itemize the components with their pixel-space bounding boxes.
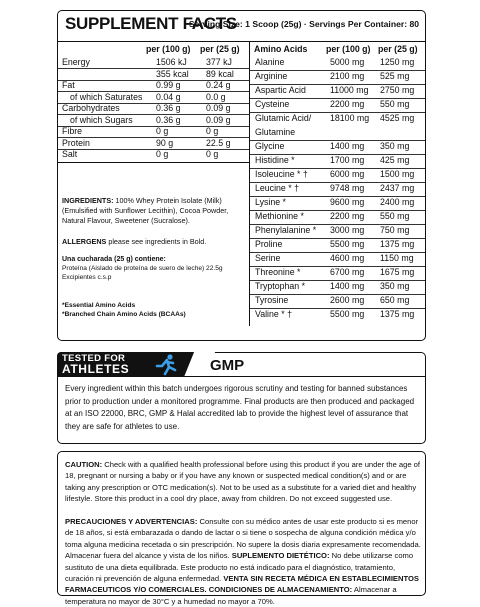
amino-row-divider — [250, 294, 425, 295]
nutrient-row-divider — [58, 126, 249, 127]
amino-value-25g: 4525 mg — [380, 113, 415, 123]
nutrient-name: Salt — [62, 149, 78, 159]
allergens-text: please see ingredients in Bold. — [108, 237, 207, 246]
amino-name: Threonine * — [255, 267, 301, 277]
amino-value-100g: 11000 mg — [330, 85, 369, 95]
spanish-info-block — [62, 255, 244, 282]
nutrient-value-100g: 0 g — [156, 149, 169, 159]
amino-value-100g: 5500 mg — [330, 309, 365, 319]
amino-row-divider — [250, 168, 425, 169]
ingredients-block — [62, 196, 244, 225]
amino-row-divider — [250, 308, 425, 309]
amino-value-25g: 350 mg — [380, 141, 410, 151]
amino-row-divider — [250, 266, 425, 267]
amino-name: Isoleucine * † — [255, 169, 308, 179]
amino-row-divider — [250, 224, 425, 225]
nutrient-value-25g: 22.5 g — [206, 137, 231, 148]
nutrient-row-divider — [58, 68, 249, 69]
amino-name: Serine — [255, 253, 281, 263]
runner-icon — [153, 353, 179, 376]
amino-value-25g: 1675 mg — [380, 267, 415, 277]
amino-row-divider — [250, 196, 425, 197]
amino-value-100g: 2200 mg — [330, 99, 365, 109]
amino-name: Valine * † — [255, 309, 293, 319]
amino-name: Arginine — [255, 71, 288, 81]
nutrient-name: Fat — [62, 80, 75, 90]
panel-title: SUPPLEMENT FACTS — [65, 14, 237, 33]
precautions-label: PRECAUCIONES Y ADVERTENCIAS: — [65, 517, 198, 526]
nutrient-col-100g-header: per (100 g) — [146, 44, 191, 54]
amino-value-100g: 18100 mg — [330, 113, 370, 123]
nutrient-name: Protein — [62, 137, 90, 148]
amino-row-divider — [250, 280, 425, 281]
storage-text: Almacenar a temperatura no mayor de 30°C y a humedad no mayor a 70%. — [65, 585, 397, 606]
amino-name: Lysine * — [255, 197, 286, 207]
amino-value-25g: 750 mg — [380, 225, 410, 235]
amino-value-25g: 1375 mg — [380, 239, 415, 249]
amino-value-100g: 9748 mg — [330, 183, 365, 193]
amino-value-25g: 1250 mg — [380, 57, 415, 67]
amino-value-100g: 2200 mg — [330, 211, 365, 221]
tested-body-text: Every ingredient within this batch undergoes rigorous scrutiny and testing for banned substances prior to production under a monitored programme. Final products are then produced and packaged at an ISO 22000, BRC, GMP & Halal accredited lab to provide the highest level of assurance that they are safe for athletes to use. — [65, 384, 415, 431]
amino-value-100g: 9600 mg — [330, 197, 365, 207]
amino-name: Histidine * — [255, 155, 295, 165]
amino-value-25g: 2400 mg — [380, 197, 415, 207]
amino-value-100g: 1400 mg — [330, 281, 365, 291]
nutrient-value-100g: 0.04 g — [156, 91, 181, 102]
nutrient-name: Energy — [62, 57, 90, 67]
amino-value-100g: 6700 mg — [330, 267, 365, 277]
amino-name: Cysteine — [255, 99, 290, 109]
amino-value-25g: 650 mg — [380, 295, 410, 305]
nutrient-value-25g: 0 g — [206, 126, 219, 136]
amino-col-100g-header: per (100 g) — [326, 44, 371, 54]
amino-row-divider — [250, 182, 425, 183]
amino-row-divider — [250, 210, 425, 211]
nutrient-name: of which Saturates — [70, 91, 143, 102]
amino-name: Aspartic Acid — [255, 85, 306, 95]
nutrient-col-25g-header: per (25 g) — [200, 44, 240, 54]
banner-rule — [57, 376, 426, 377]
nutrient-row-divider — [58, 114, 249, 115]
nutrient-value-25g: 89 kcal — [206, 68, 234, 79]
banner-text — [62, 353, 129, 375]
caution-panel — [57, 451, 426, 606]
nutrient-row-divider — [58, 80, 249, 81]
nutrient-row-divider — [58, 149, 249, 150]
footnotes — [62, 301, 244, 319]
allergens-label: ALLERGENS — [62, 237, 107, 246]
amino-row-divider — [250, 252, 425, 253]
caution-english — [65, 459, 421, 505]
caution-text: Check with a qualified health professional before using this product if you are under the age of 18, pregnant or nursing a baby or if you have any known or suspected medical condition(s) and or are taking any prescription or OTC medication(s). Not to be used as a substitute for a varied diet and healthy lifestyle. Store this product in a cool dry place, away from children. Do not exceed suggested use. — [65, 460, 421, 504]
amino-name: Proline — [255, 239, 283, 249]
amino-value-25g: 550 mg — [380, 211, 410, 221]
amino-value-100g: 1400 mg — [330, 141, 365, 151]
footnote-essential: *Essential Amino Acids — [62, 302, 136, 309]
amino-name: Glycine — [255, 141, 285, 151]
serving-info: Serving Size: 1 Scoop (25g) · Servings Per Container: 80 — [188, 19, 419, 29]
amino-name: Glutamine — [255, 127, 296, 137]
nutrient-value-25g: 0.24 g — [206, 80, 231, 90]
nutrient-name: Fibre — [62, 126, 83, 136]
amino-value-25g: 2750 mg — [380, 85, 415, 95]
nutrient-row-divider — [58, 137, 249, 138]
spanish-line-2: Excipientes c.s.p — [62, 274, 112, 281]
amino-value-25g: 550 mg — [380, 99, 410, 109]
precautions-text: Consulte con su médico antes de usar este producto si es menor de 18 años, si está embarazada o dando de lactar o si tiene o sospecha de alguna condición médica y/o toma alguna medicina recetada o sin prescripción. No supere la dosis diaria expresamente recomendada. Almacenar fuera del alcance y vista de los niños. — [65, 517, 421, 561]
nutrient-name: Carbohydrates — [62, 103, 120, 113]
ingredients-text: 100% Whey Protein Isolate (Milk) (Emulsified with Sunflower Lecithin), Cocoa Powder, Natural Flavour, Sweetener (Sucralose). — [62, 196, 229, 225]
amino-value-100g: 2100 mg — [330, 71, 365, 81]
amino-name: Phenylalanine * — [255, 225, 317, 235]
ingredients-label: INGREDIENTS: — [62, 196, 114, 205]
nutrient-value-100g: 1506 kJ — [156, 57, 187, 67]
amino-header: Amino Acids — [254, 44, 308, 54]
nutrient-value-100g: 0.99 g — [156, 80, 181, 90]
amino-row-divider — [250, 98, 425, 99]
nutrient-value-25g: 377 kJ — [206, 57, 232, 67]
amino-value-100g: 5500 mg — [330, 239, 365, 249]
amino-value-100g: 6000 mg — [330, 169, 365, 179]
title-rule — [58, 41, 425, 42]
caution-spanish — [65, 516, 421, 607]
amino-col-25g-header: per (25 g) — [378, 44, 418, 54]
supplement-facts-panel — [57, 10, 426, 341]
amino-value-100g: 5000 mg — [330, 57, 365, 67]
nutrient-value-25g: 0 g — [206, 149, 219, 159]
amino-value-25g: 1150 mg — [380, 253, 414, 263]
amino-row-divider — [250, 140, 425, 141]
tested-for-athletes-banner — [57, 352, 205, 377]
nutrient-value-100g: 0 g — [156, 126, 169, 136]
amino-value-25g: 1500 mg — [380, 169, 415, 179]
amino-value-100g: 3000 mg — [330, 225, 365, 235]
nutrient-value-25g: 0.0 g — [206, 91, 226, 102]
amino-row-divider — [250, 238, 425, 239]
amino-value-100g: 2600 mg — [330, 295, 365, 305]
nutrient-name: of which Sugars — [70, 114, 133, 125]
amino-row-divider — [250, 70, 425, 71]
amino-name: Methionine * — [255, 211, 304, 221]
amino-name: Leucine * † — [255, 183, 300, 193]
caution-label: CAUTION: — [65, 460, 103, 469]
tested-for-athletes-panel — [57, 352, 426, 444]
nutrient-value-25g: 0.09 g — [206, 114, 231, 125]
gmp-label: GMP — [210, 357, 245, 374]
amino-value-25g: 425 mg — [380, 155, 410, 165]
dietetic-label: SUPLEMENTO DIETÉTICO: — [231, 551, 330, 561]
nutrient-table-end-rule — [58, 162, 249, 163]
nutrient-value-100g: 0.36 g — [156, 103, 181, 113]
amino-row-divider — [250, 84, 425, 85]
amino-name: Alanine — [255, 57, 285, 67]
sale-label: VENTA SIN RECETA MÉDICA EN ESTABLECIMIENTOS FARMACEUTICOS Y/O COMERCIALES. — [65, 574, 419, 595]
spanish-title: Una cucharada (25 g) contiene: — [62, 256, 166, 263]
amino-value-100g: 4600 mg — [330, 253, 365, 263]
storage-label: CONDICIONES DE ALMACENAMIENTO: — [208, 585, 353, 595]
nutrient-value-25g: 0.09 g — [206, 103, 231, 113]
nutrient-value-100g: 355 kcal — [156, 68, 189, 79]
amino-value-25g: 2437 mg — [380, 183, 415, 193]
nutrient-row-divider — [58, 103, 249, 104]
footnote-bcaa: *Branched Chain Amino Acids (BCAAs) — [62, 311, 186, 318]
amino-name: Tyrosine — [255, 295, 289, 305]
amino-name: Tryptophan * — [255, 281, 306, 291]
nutrient-value-100g: 90 g — [156, 137, 174, 148]
banner-line-1: TESTED FOR — [62, 353, 126, 364]
allergens-block — [62, 237, 244, 247]
banner-line-2: ATHLETES — [62, 362, 130, 376]
amino-row-divider — [250, 112, 425, 113]
amino-value-25g: 525 mg — [380, 71, 410, 81]
dietetic-text: No debe utilizarse como sustituto de una dieta equilibrada. Este producto no está indicado para el diagnóstico, tratamiento, curación ni prevención de alguna enfermedad. — [65, 551, 414, 584]
amino-value-25g: 1375 mg — [380, 309, 415, 319]
amino-value-100g: 1700 mg — [330, 155, 365, 165]
amino-row-divider — [250, 154, 425, 155]
nutrient-row-divider — [58, 91, 249, 92]
spanish-line-1: Proteína (Aislado de proteína de suero de leche) 22.5g — [62, 265, 223, 272]
nutrient-value-100g: 0.36 g — [156, 114, 181, 125]
amino-name: Glutamic Acid/ — [255, 113, 312, 123]
amino-value-25g: 350 mg — [380, 281, 410, 291]
